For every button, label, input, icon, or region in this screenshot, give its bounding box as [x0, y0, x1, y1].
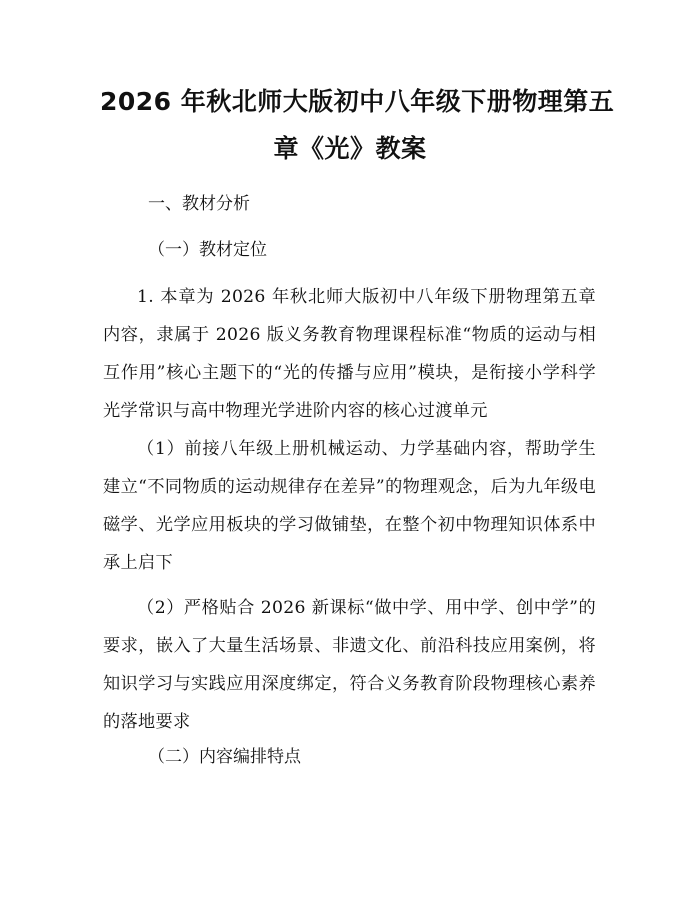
subsection-heading-positioning: （一）教材定位 — [148, 240, 267, 260]
section-heading-analysis: 一、教材分析 — [148, 194, 250, 214]
paragraph-point-2: （2）严格贴合 2026 新课标“做中学、用中学、创中学”的要求，嵌入了大量生活场景、非遗文化、前沿科技应用案例，将知识学习与实践应用深度绑定，符合义务教育阶段物理核心素养的落地要求 — [103, 598, 596, 732]
paragraph-point-1: （1）前接八年级上册机械运动、力学基础内容，帮助学生建立“不同物质的运动规律存在差异”的物理观念，后为九年级电磁学、光学应用板块的学习做铺垫，在整个初中物理知识体系中承上启下 — [103, 439, 596, 573]
document-title-line-2: 章《光》教案 — [273, 134, 427, 163]
paragraph-chapter-overview: 1. 本章为 2026 年秋北师大版初中八年级下册物理第五章内容，隶属于 2026 版义务教育物理课程标准“物质的运动与相互作用”核心主题下的“光的传播与应用”模块，是衔接小学科学光学常识与高中物理光学进阶内容的核心过渡单元 — [103, 287, 596, 421]
subsection-heading-arrangement: （二）内容编排特点 — [148, 747, 301, 767]
document-title-line-1: 2026 年秋北师大版初中八年级下册物理第五 — [100, 87, 615, 116]
